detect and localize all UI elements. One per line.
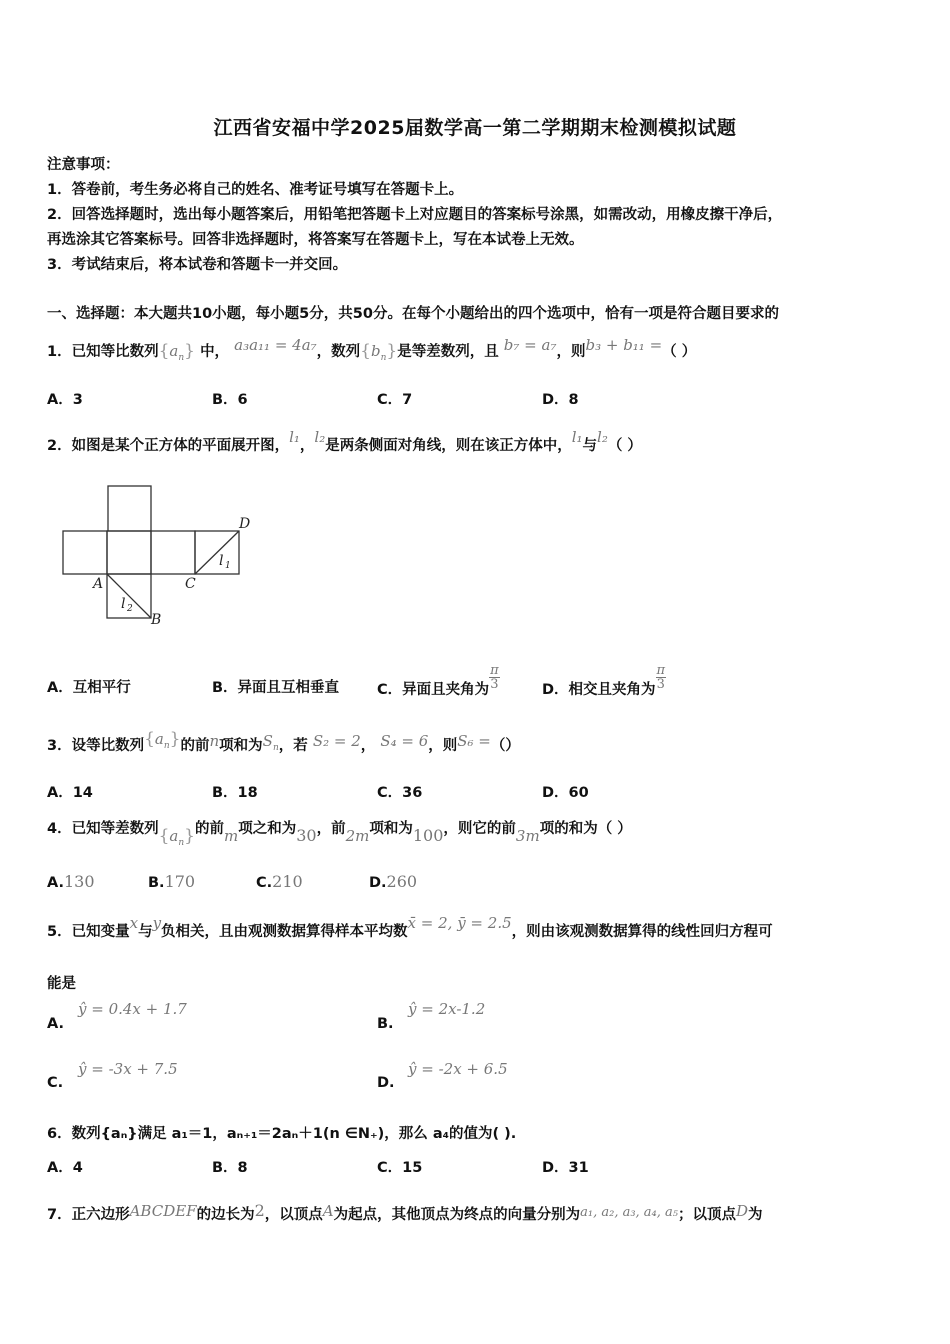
q3-math-S: S [262, 732, 273, 750]
q5-math-mean: x̄ = 2, ȳ = 2.5 [407, 914, 512, 932]
q2-text-4: 与 [582, 438, 598, 454]
q4-option-a [47, 872, 95, 891]
frac-pi-d: π [656, 663, 666, 678]
q2-option-a: A．互相平行 [47, 680, 131, 696]
label-l2-sub: 2 [127, 604, 133, 614]
q3-text-2: 的前 [180, 738, 210, 754]
q4-option-a-label: A. [47, 875, 64, 891]
q3-text-4: ，若 [278, 738, 308, 754]
q4-brace-close: } [184, 826, 195, 846]
q3-text-5: ， [360, 738, 376, 754]
q4-option-a-value: 130 [64, 872, 95, 891]
question-4 [47, 817, 632, 848]
q4-option-c [256, 872, 303, 891]
question-5 [47, 914, 773, 941]
q5-option-a-eq: ŷ = 0.4x + 1.7 [78, 1000, 187, 1018]
q4-text-1: 4．已知等差数列 [47, 821, 159, 837]
q4-option-c-value: 210 [272, 872, 303, 891]
cube-net-figure [45, 478, 265, 633]
q2-text-3: 是两条侧面对角线，则在该正方体中， [325, 438, 572, 454]
q5-option-a-label: A. [47, 1016, 64, 1032]
q2-option-c-frac [489, 664, 500, 691]
q2-math-l1: l₁ [289, 428, 300, 446]
q5-option-b-eq: ŷ = 2x-1.2 [408, 1000, 486, 1018]
q5-option-d-eq: ŷ = -2x + 6.5 [408, 1060, 508, 1078]
q7-text-3: ，以顶点 [264, 1207, 323, 1223]
q5-text-3: 负相关，且由观测数据算得样本平均数 [161, 924, 408, 940]
q2-math-l2: l₂ [314, 428, 326, 446]
q4-option-d [369, 872, 417, 891]
q7-text-1: 7．正六边形 [47, 1207, 130, 1223]
question-7 [47, 1203, 763, 1224]
q1-text-2: 中， [200, 344, 230, 360]
q4-math-30: 30 [296, 826, 317, 845]
label-l2: l [121, 596, 126, 612]
q1-text-1: 1．已知等比数列 [47, 344, 159, 360]
q3-text-1: 3．设等比数列 [47, 738, 145, 754]
q1-math-eq2: b₇ = a₇ [503, 336, 557, 354]
q1-text-6: （ ） [662, 344, 697, 360]
q1-math-b: b [370, 342, 381, 360]
question-6: 6．数列{aₙ}满足 a₁＝1，aₙ₊₁＝2aₙ＋1(n ∈N₊)，那么 a₄的值为( ). [47, 1126, 517, 1142]
q3-brace-open: { [144, 729, 155, 749]
q4-text-5: 项和为 [369, 821, 413, 837]
question-1 [47, 336, 697, 363]
q4-math-100: 100 [412, 826, 444, 845]
q3-math-n: n [209, 732, 220, 750]
q4-option-b-value: 170 [164, 872, 196, 891]
q2-option-d [542, 663, 666, 698]
q2-text-2: ， [299, 438, 315, 454]
q1-text-5: ，则 [556, 344, 586, 360]
q1-math-bn: n [380, 352, 387, 363]
q6-option-a: A．4 [47, 1160, 83, 1176]
q3-option-a: A．14 [47, 785, 93, 801]
net-face-top [108, 486, 151, 531]
q7-text-6: 为 [748, 1207, 763, 1223]
net-face-center-right [151, 531, 195, 574]
q4-option-d-label: D. [369, 875, 387, 891]
notes-heading: 注意事项： [47, 157, 120, 173]
q5-option-c-label: C. [47, 1075, 64, 1091]
label-point-d: D [239, 516, 251, 532]
q4-math-m: m [224, 827, 239, 845]
q4-text-3: 项之和为 [238, 821, 297, 837]
q1-math-a: a [169, 342, 179, 360]
q1-brace-open: { [158, 341, 170, 361]
q2-math-l1b: l₁ [571, 428, 583, 446]
q6-option-d: D．31 [542, 1160, 589, 1176]
label-l1: l [219, 553, 224, 569]
net-face-center-left [107, 531, 151, 574]
net-face-left [63, 531, 107, 574]
q2-option-b: B．异面且互相垂直 [212, 680, 340, 696]
q1-math-eq3: b₃ + b₁₁ = [585, 336, 663, 354]
note-3: 3．考试结束后，将本试卷和答题卡一并交回。 [47, 257, 348, 273]
note-2b: 再选涂其它答案标号。回答非选择题时，将答案写在答题卡上，写在本试卷上无效。 [47, 232, 584, 248]
q5-option-b-label: B. [377, 1016, 394, 1032]
q6-option-c: C．15 [377, 1160, 423, 1176]
q7-math-vectors: a₁, a₂, a₃, a₄, a₅ [580, 1205, 678, 1220]
q2-text-5: （ ） [607, 438, 642, 454]
q3-math-an: n [163, 740, 170, 751]
q5-option-d-label: D. [377, 1075, 395, 1091]
q7-text-4: 为起点，其他顶点为终点的向量分别为 [333, 1207, 581, 1223]
q3-text-3: 项和为 [219, 738, 263, 754]
q1-brace-open-b: { [360, 341, 371, 361]
label-point-c: C [185, 576, 196, 592]
q4-text-2: 的前 [195, 821, 224, 837]
q4-brace-open: { [158, 826, 170, 846]
q5-math-x: x [129, 914, 139, 932]
q5-text-5: 能是 [47, 976, 76, 992]
frac-three-d: 3 [656, 677, 665, 692]
page-title: 江西省安福中学2025届数学高一第二学期期末检测模拟试题 [213, 117, 737, 139]
diagonal-l1 [195, 531, 239, 574]
q1-brace-close-b: } [386, 341, 398, 361]
q7-math-hex: ABCDEF [129, 1202, 197, 1220]
q7-math-2: 2 [254, 1201, 265, 1220]
q1-math-n: n [178, 352, 185, 363]
q3-math-S4: S₄ = 6 [380, 732, 429, 750]
q3-text-6: ，则 [428, 738, 458, 754]
question-3 [47, 729, 520, 757]
q1-text-4: 是等差数列，且 [397, 344, 499, 360]
frac-three: 3 [490, 677, 499, 692]
q5-math-y: y [152, 914, 162, 932]
q7-text-5: ；以顶点 [678, 1207, 736, 1223]
q7-math-A: A [322, 1202, 334, 1220]
q4-text-7: 项的和为（ ） [539, 821, 632, 837]
q6-option-b: B．8 [212, 1160, 248, 1176]
q3-math-S6: S₆ = [457, 732, 491, 750]
label-point-a: A [93, 576, 104, 592]
frac-pi: π [490, 663, 499, 678]
q2-option-c [377, 663, 500, 698]
q5-option-c-eq: ŷ = -3x + 7.5 [78, 1060, 178, 1078]
label-point-b: B [151, 612, 162, 628]
q1-text-3: ，数列 [316, 344, 361, 360]
q2-option-d-frac [656, 664, 667, 691]
q5-text-2: 与 [138, 924, 153, 940]
q3-option-c: C．36 [377, 785, 423, 801]
note-1: 1．答卷前，考生务必将自己的姓名、准考证号填写在答题卡上。 [47, 182, 464, 198]
q3-math-Sn: n [272, 742, 279, 753]
q1-option-d: D．8 [542, 392, 579, 408]
question-2 [47, 428, 642, 455]
q3-math-S2: S₂ = 2 [312, 732, 361, 750]
q4-math-2m: 2m [345, 827, 370, 845]
note-2a: 2．回答选择题时，选出每小题答案后，用铅笔把答题卡上对应题目的答案标号涂黑，如需改动，用橡皮擦干净后， [47, 207, 783, 223]
q4-math-3m: 3m [515, 827, 540, 845]
q4-option-d-value: 260 [386, 872, 418, 891]
q2-math-l2b: l₂ [597, 428, 608, 446]
q3-option-d: D．60 [542, 785, 589, 801]
q3-text-7: （） [490, 738, 520, 754]
q4-option-b-label: B. [148, 875, 165, 891]
q5-text-1: 5．已知变量 [47, 924, 130, 940]
q5-text-4: ，则由该观测数据算得的线性回归方程可 [511, 924, 773, 940]
q1-option-c: C．7 [377, 392, 413, 408]
label-l1-sub: 1 [225, 561, 231, 571]
q1-option-b: B．6 [212, 392, 248, 408]
q4-option-c-label: C. [256, 875, 273, 891]
q4-math-a: a [169, 827, 179, 845]
q4-text-6: ，则它的前 [443, 821, 516, 837]
q1-brace-close: } [184, 341, 195, 361]
q3-math-a: a [154, 730, 164, 748]
q4-option-b [148, 872, 195, 891]
section-heading: 一、选择题：本大题共10小题，每小题5分，共50分。在每个小题给出的四个选项中，恰有一项是符合题目要求的 [47, 306, 779, 322]
q4-math-an: n [178, 837, 185, 848]
q4-text-4: ，前 [316, 821, 346, 837]
q7-math-D: D [736, 1202, 749, 1220]
q2-option-d-text: D．相交且夹角为 [542, 681, 656, 698]
q1-option-a: A．3 [47, 392, 83, 408]
q3-brace-close: } [169, 729, 181, 749]
q2-option-c-text: C．异面且夹角为 [377, 681, 490, 698]
q7-text-2: 的边长为 [196, 1207, 255, 1223]
q2-text-1: 2．如图是某个正方体的平面展开图， [47, 438, 290, 454]
q3-option-b: B．18 [212, 785, 258, 801]
q1-math-eq1: a₃a₁₁ = 4a₇ [234, 336, 317, 354]
